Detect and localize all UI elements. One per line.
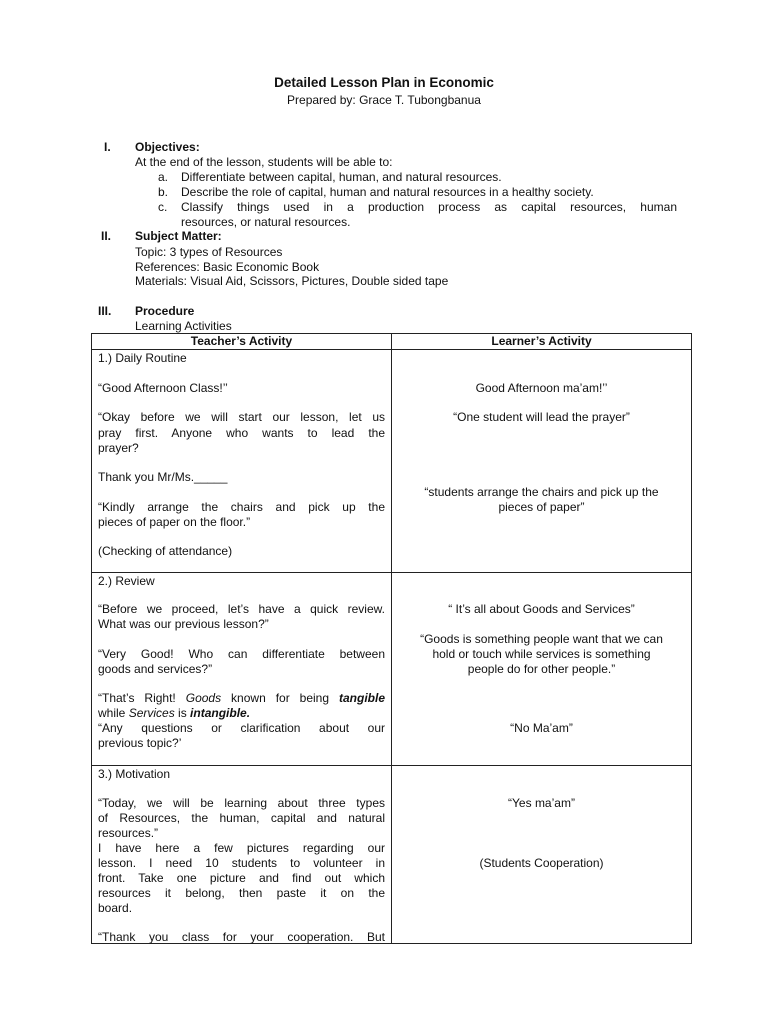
- table-row: [92, 573, 692, 766]
- learner-line: Good Afternoon ma’am!’’: [475, 381, 608, 395]
- objective-letter-b: b.: [158, 185, 169, 199]
- table-row: [92, 766, 692, 944]
- objective-letter-a: a.: [158, 170, 169, 184]
- objective-item-a: Differentiate between capital, human, and natural resources.: [181, 170, 502, 184]
- goods-term: Goods: [185, 691, 222, 705]
- teacher-line: “Good Afternoon Class!’’: [98, 381, 228, 395]
- subject-matter-heading: Subject Matter:: [135, 229, 222, 243]
- teacher-text: while: [98, 706, 129, 720]
- learner-activity-header: Learner’s Activity: [392, 334, 692, 350]
- teacher-line: “Very Good! Who can differentiate between: [98, 647, 385, 661]
- subject-topic: Topic: 3 types of Resources: [135, 245, 283, 259]
- teacher-line: goods and services?”: [98, 662, 213, 676]
- teacher-text: is: [174, 706, 191, 720]
- teacher-line: lesson. I need 10 students to volunteer in: [98, 856, 385, 870]
- teacher-line: [98, 691, 385, 706]
- objectives-heading: Objectives:: [135, 140, 200, 154]
- teacher-line: “Any questions or clarification about our: [98, 721, 385, 735]
- procedure-numeral: III.: [98, 304, 112, 318]
- row-title: 1.) Daily Routine: [98, 351, 187, 365]
- learner-line: “students arrange the chairs and pick up the: [424, 485, 659, 499]
- teacher-line: resources.”: [98, 826, 159, 840]
- tangible-term: tangible: [338, 691, 385, 705]
- objective-item-b: Describe the role of capital, human and natural resources in a healthy society.: [181, 185, 594, 199]
- procedure-heading: Procedure: [135, 304, 195, 318]
- teacher-line: board.: [98, 901, 133, 915]
- objective-letter-c: c.: [158, 200, 168, 214]
- teacher-line: pray first. Anyone who wants to lead the: [98, 426, 385, 440]
- subject-materials: Materials: Visual Aid, Scissors, Pictures, Double sided tape: [135, 274, 449, 288]
- teacher-line: front. Take one picture and find out which: [98, 871, 385, 885]
- teacher-text: known for being: [221, 691, 339, 705]
- teacher-line: pieces of paper on the floor.”: [98, 515, 251, 529]
- learner-line: “Yes ma’am”: [508, 796, 575, 810]
- learner-cell-motivation: [392, 766, 692, 944]
- teacher-line: “Today, we will be learning about three types: [98, 796, 385, 810]
- objective-item-c-line1: Classify things used in a production process as capital resources, human: [181, 200, 677, 214]
- teacher-line: “Before we proceed, let’s have a quick review.: [98, 602, 385, 616]
- teacher-line: resources it belong, then paste it on the: [98, 886, 385, 900]
- teacher-cell-review: [92, 573, 392, 766]
- teacher-line: Thank you Mr/Ms._____: [98, 470, 228, 484]
- teacher-text: “That’s Right!: [98, 691, 186, 705]
- teacher-line: of Resources, the human, capital and natural: [98, 811, 385, 825]
- teacher-line: (Checking of attendance): [98, 544, 233, 558]
- objectives-intro: At the end of the lesson, students will be able to:: [135, 155, 393, 169]
- learner-line: “ It’s all about Goods and Services”: [448, 602, 635, 616]
- prepared-by: Prepared by: Grace T. Tubongbanua: [287, 93, 481, 107]
- learner-line: people do for other people.”: [467, 662, 616, 676]
- teacher-line: previous topic?’: [98, 736, 182, 750]
- services-term: Services: [128, 706, 175, 720]
- learner-line: (Students Cooperation): [479, 856, 604, 870]
- learner-cell-review: [392, 573, 692, 766]
- teacher-line: “Kindly arrange the chairs and pick up the: [98, 500, 385, 514]
- row-title: 3.) Motivation: [98, 767, 171, 781]
- table-row: [92, 350, 692, 573]
- teacher-line: “Thank you class for your cooperation. But: [98, 930, 385, 944]
- objectives-numeral: I.: [104, 140, 111, 154]
- row-title: 2.) Review: [98, 574, 155, 588]
- subject-references: References: Basic Economic Book: [135, 260, 320, 274]
- intangible-term: intangible.: [190, 706, 251, 720]
- teacher-line: “Okay before we will start our lesson, let us: [98, 410, 385, 424]
- teacher-line: [98, 706, 385, 721]
- learner-line: “Goods is something people want that we can: [420, 632, 663, 646]
- procedure-subheading: Learning Activities: [135, 319, 232, 333]
- teacher-line: I have here a few pictures regarding our: [98, 841, 385, 855]
- learner-line: “No Ma’am”: [510, 721, 573, 735]
- teacher-cell-motivation: [92, 766, 392, 944]
- learning-activities-table: [91, 333, 692, 944]
- teacher-line: prayer?: [98, 441, 139, 455]
- document-title: Detailed Lesson Plan in Economic: [274, 75, 494, 90]
- teacher-line: What was our previous lesson?”: [98, 617, 269, 631]
- table-header-row: [92, 334, 692, 350]
- objective-item-c-line2: resources, or natural resources.: [181, 215, 351, 229]
- learner-line: “One student will lead the prayer”: [453, 410, 630, 424]
- teacher-cell-daily-routine: [92, 350, 392, 573]
- learner-line: hold or touch while services is something: [432, 647, 651, 661]
- subject-matter-numeral: II.: [101, 229, 112, 243]
- learner-line: pieces of paper”: [498, 500, 585, 514]
- teacher-activity-header: Teacher’s Activity: [92, 334, 392, 350]
- learner-cell-daily-routine: [392, 350, 692, 573]
